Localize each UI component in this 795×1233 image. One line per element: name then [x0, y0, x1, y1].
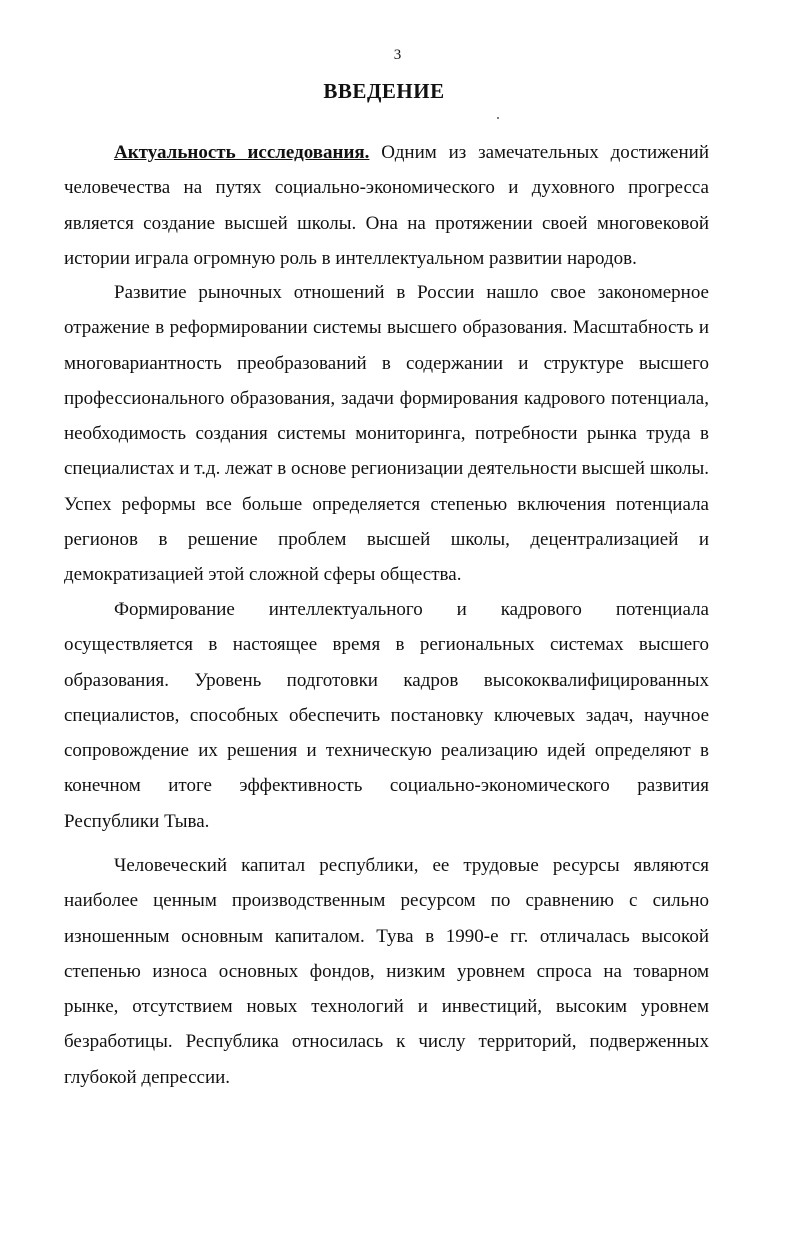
- paragraph-market-relations: Развитие рыночных отношений в России нашло свое закономерное отражение в реформировании системы высшего образования. Масштабность и многовариантность преобразований в содержании и структуре высшего профессионального образования, задачи формирования кадрового потенциала, необходимость создания системы мониторинга, потребности рынка труда в специалистах и т.д. лежат в основе регионизации деятельности высшей школы. Успех реформы все больше определяется степенью включения потенциала регионов в решение проблем высшей школы, децентрализацией и демократизацией этой сложной сферы общества.: [64, 282, 709, 586]
- scan-speck: [497, 117, 499, 119]
- paragraph-intellectual-potential: Формирование интеллектуального и кадрового потенциала осуществляется в настоящее время в региональных системах высшего образования. Уровень подготовки кадров высококвалифицированных специалистов, способных обеспечить постановку ключевых задач, научное сопровождение их решения и техническую реализацию идей определяют в конечном итоге эффективность социально-экономического развития Республики Тыва.: [64, 599, 709, 832]
- page-number: 3: [393, 47, 402, 63]
- relevance-heading: Актуальность исследования.: [114, 142, 370, 163]
- paragraph-relevance: [64, 135, 709, 276]
- paragraph-text: Одним из замечательных достижений человечества на путях социально-экономического и духовного прогресса является создание высшей школы. Она на протяжении своей многовековой истории играла огромную роль в интеллектуальном развитии народов.: [64, 142, 709, 269]
- page-title: ВВЕДЕНИЕ: [323, 79, 445, 103]
- paragraph-human-capital: Человеческий капитал республики, ее трудовые ресурсы являются наиболее ценным производственным ресурсом по сравнению с сильно изношенным основным капиталом. Тува в 1990-е гг. отличалась высокой степенью износа основных фондов, низким уровнем спроса на товарном рынке, отсутствием новых технологий и инвестиций, высоким уровнем безработицы. Республика относилась к числу территорий, подверженных глубокой депрессии.: [64, 855, 709, 1088]
